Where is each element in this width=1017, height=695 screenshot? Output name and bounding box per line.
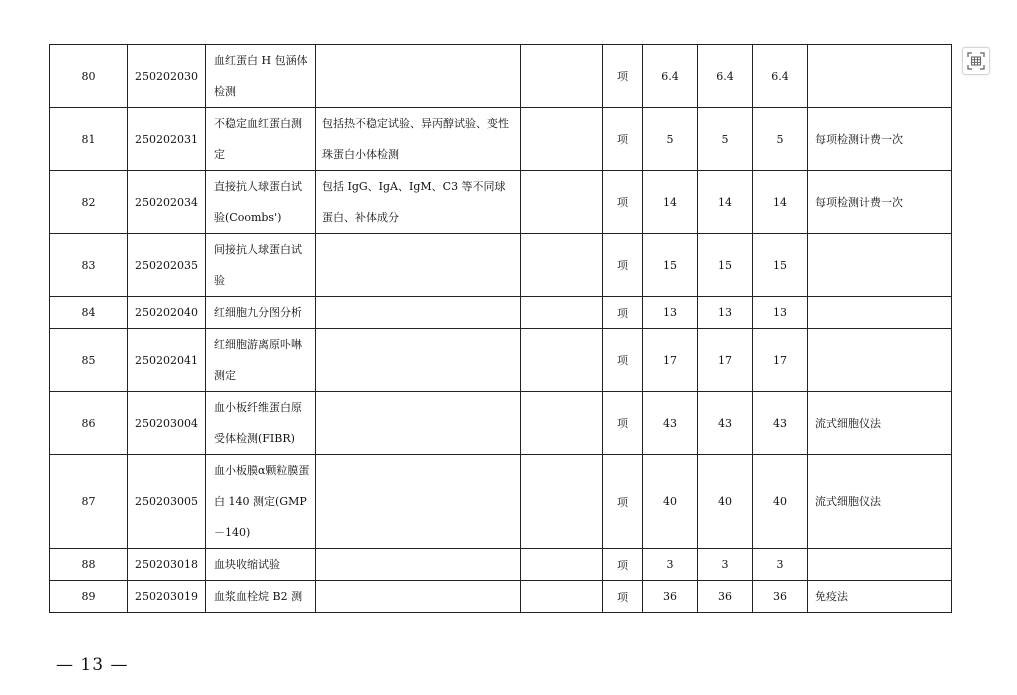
blank-cell <box>521 234 603 297</box>
price-level-3: 36 <box>753 581 808 613</box>
price-level-3: 5 <box>753 108 808 171</box>
blank-cell <box>521 45 603 108</box>
table-row <box>50 549 952 581</box>
item-name: 间接抗人球蛋白试验 <box>206 234 316 297</box>
price-level-3: 40 <box>753 455 808 549</box>
page-number: — 13 — <box>56 655 129 675</box>
item-content <box>316 455 521 549</box>
price-level-1: 6.4 <box>643 45 698 108</box>
price-level-3: 43 <box>753 392 808 455</box>
unit-cell: 项 <box>603 455 643 549</box>
price-level-3: 17 <box>753 329 808 392</box>
price-level-2: 36 <box>698 581 753 613</box>
row-number: 84 <box>50 297 128 329</box>
item-content <box>316 549 521 581</box>
unit-cell: 项 <box>603 45 643 108</box>
row-number: 87 <box>50 455 128 549</box>
unit-cell: 项 <box>603 234 643 297</box>
item-code: 250203019 <box>128 581 206 613</box>
item-content: 包括热不稳定试验、异丙醇试验、变性珠蛋白小体检测 <box>316 108 521 171</box>
item-name: 血小板膜α颗粒膜蛋白 140 测定(GMP－140) <box>206 455 316 549</box>
item-code: 250203018 <box>128 549 206 581</box>
table-row <box>50 297 952 329</box>
item-name: 红细胞游离原卟啉测定 <box>206 329 316 392</box>
item-content <box>316 329 521 392</box>
item-name: 血红蛋白 H 包涵体检测 <box>206 45 316 108</box>
item-code: 250202041 <box>128 329 206 392</box>
price-level-1: 17 <box>643 329 698 392</box>
price-level-2: 40 <box>698 455 753 549</box>
row-number: 81 <box>50 108 128 171</box>
note-cell <box>808 45 952 108</box>
price-level-1: 5 <box>643 108 698 171</box>
blank-cell <box>521 581 603 613</box>
blank-cell <box>521 171 603 234</box>
price-level-3: 3 <box>753 549 808 581</box>
blank-cell <box>521 108 603 171</box>
row-number: 88 <box>50 549 128 581</box>
unit-cell: 项 <box>603 108 643 171</box>
item-code: 250203005 <box>128 455 206 549</box>
item-content <box>316 581 521 613</box>
row-number: 85 <box>50 329 128 392</box>
price-level-1: 43 <box>643 392 698 455</box>
price-level-2: 6.4 <box>698 45 753 108</box>
row-number: 89 <box>50 581 128 613</box>
price-level-2: 15 <box>698 234 753 297</box>
price-level-1: 13 <box>643 297 698 329</box>
blank-cell <box>521 455 603 549</box>
item-content <box>316 297 521 329</box>
unit-cell: 项 <box>603 581 643 613</box>
price-level-2: 5 <box>698 108 753 171</box>
table-row <box>50 234 952 297</box>
item-name: 血块收缩试验 <box>206 549 316 581</box>
item-name: 红细胞九分图分析 <box>206 297 316 329</box>
item-name: 血浆血栓烷 B2 测 <box>206 581 316 613</box>
item-content <box>316 234 521 297</box>
price-level-2: 14 <box>698 171 753 234</box>
blank-cell <box>521 549 603 581</box>
item-code: 250202034 <box>128 171 206 234</box>
unit-cell: 项 <box>603 549 643 581</box>
price-level-2: 17 <box>698 329 753 392</box>
price-level-3: 13 <box>753 297 808 329</box>
row-number: 86 <box>50 392 128 455</box>
price-level-1: 40 <box>643 455 698 549</box>
table-row <box>50 108 952 171</box>
item-name: 不稳定血红蛋白测定 <box>206 108 316 171</box>
item-code: 250202040 <box>128 297 206 329</box>
note-cell <box>808 549 952 581</box>
item-content <box>316 45 521 108</box>
blank-cell <box>521 329 603 392</box>
item-code: 250202035 <box>128 234 206 297</box>
note-cell <box>808 234 952 297</box>
price-level-2: 3 <box>698 549 753 581</box>
price-level-1: 3 <box>643 549 698 581</box>
table-recognition-button[interactable] <box>962 47 990 75</box>
row-number: 83 <box>50 234 128 297</box>
note-cell: 免疫法 <box>808 581 952 613</box>
unit-cell: 项 <box>603 297 643 329</box>
item-code: 250202030 <box>128 45 206 108</box>
price-level-3: 6.4 <box>753 45 808 108</box>
item-content: 包括 IgG、IgA、IgM、C3 等不同球蛋白、补体成分 <box>316 171 521 234</box>
price-level-3: 15 <box>753 234 808 297</box>
row-number: 82 <box>50 171 128 234</box>
table-row <box>50 171 952 234</box>
item-code: 250202031 <box>128 108 206 171</box>
blank-cell <box>521 297 603 329</box>
blank-cell <box>521 392 603 455</box>
note-cell <box>808 297 952 329</box>
row-number: 80 <box>50 45 128 108</box>
table-row <box>50 455 952 549</box>
price-level-2: 13 <box>698 297 753 329</box>
price-level-3: 14 <box>753 171 808 234</box>
table-row <box>50 392 952 455</box>
unit-cell: 项 <box>603 329 643 392</box>
price-level-1: 15 <box>643 234 698 297</box>
table-row <box>50 581 952 613</box>
price-level-2: 43 <box>698 392 753 455</box>
price-level-1: 14 <box>643 171 698 234</box>
note-cell: 流式细胞仪法 <box>808 392 952 455</box>
table-grid-icon <box>967 52 985 70</box>
unit-cell: 项 <box>603 171 643 234</box>
item-content <box>316 392 521 455</box>
note-cell <box>808 329 952 392</box>
note-cell: 每项检测计费一次 <box>808 108 952 171</box>
item-code: 250203004 <box>128 392 206 455</box>
item-name: 直接抗人球蛋白试验(Coombs') <box>206 171 316 234</box>
fee-table <box>49 44 952 613</box>
note-cell: 每项检测计费一次 <box>808 171 952 234</box>
item-name: 血小板纤维蛋白原受体检测(FIBR) <box>206 392 316 455</box>
note-cell: 流式细胞仪法 <box>808 455 952 549</box>
table-row <box>50 45 952 108</box>
unit-cell: 项 <box>603 392 643 455</box>
table-row <box>50 329 952 392</box>
price-level-1: 36 <box>643 581 698 613</box>
